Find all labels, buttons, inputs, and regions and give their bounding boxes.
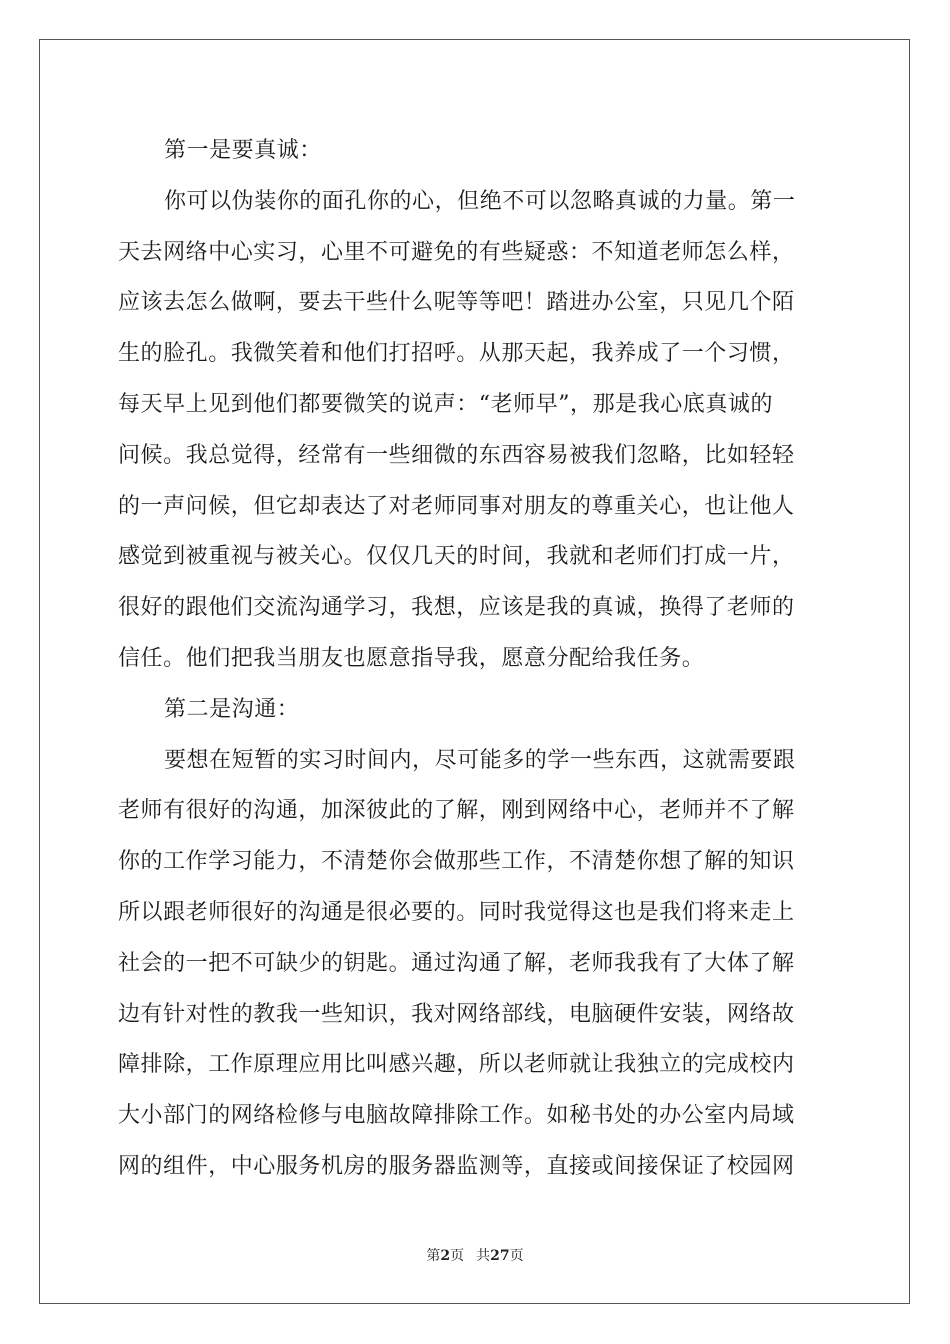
text-line: 老师有很好的沟通，加深彼此的了解，刚到网络中心，老师并不了解	[118, 798, 795, 824]
text-line: 你可以伪装你的面孔你的心，但绝不可以忽略真诚的力量。第一	[164, 188, 796, 214]
text-line: 边有针对性的教我一些知识，我对网络部线，电脑硬件安装，网络故	[118, 1001, 795, 1027]
text-line: 要想在短暂的实习时间内，尽可能多的学一些东西，这就需要跟	[164, 747, 796, 773]
text-line: 网的组件，中心服务机房的服务器监测等，直接或间接保证了校园网	[118, 1153, 795, 1179]
text-line: 信任。他们把我当朋友也愿意指导我，愿意分配给我任务。	[118, 645, 705, 671]
total-pages: 27	[490, 1248, 510, 1264]
text-line: 社会的一把不可缺少的钥匙。通过沟通了解，老师我我有了大体了解	[118, 950, 795, 976]
total-prefix: 共	[476, 1248, 491, 1264]
page-suffix: 页	[450, 1248, 465, 1264]
text-line: 障排除，工作原理应用比叫感兴趣，所以老师就让我独立的完成校内	[118, 1052, 795, 1078]
page-number: 2	[440, 1248, 451, 1264]
document-body	[118, 126, 838, 1193]
text-line: 你的工作学习能力，不清楚你会做那些工作，不清楚你想了解的知识	[118, 849, 795, 875]
text-line: 大小部门的网络检修与电脑故障排除工作。如秘书处的办公室内局域	[118, 1103, 795, 1129]
text-line: 第二是沟通：	[164, 696, 300, 722]
text-line: 所以跟老师很好的沟通是很必要的。同时我觉得这也是我们将来走上	[118, 899, 795, 925]
text-line: 天去网络中心实习，心里不可避免的有些疑惑：不知道老师怎么样，	[118, 239, 795, 265]
text-line: 很好的跟他们交流沟通学习，我想，应该是我的真诚，换得了老师的	[118, 595, 795, 621]
text-line: 感觉到被重视与被关心。仅仅几天的时间，我就和老师们打成一片，	[118, 544, 795, 570]
text-line: 应该去怎么做啊，要去干些什么呢等等吧！踏进办公室，只见几个陌	[118, 290, 795, 316]
page-footer	[0, 1245, 950, 1265]
text-line: 问候。我总觉得，经常有一些细微的东西容易被我们忽略，比如轻轻	[118, 442, 795, 468]
text-line: 的一声问候，但它却表达了对老师同事对朋友的尊重关心，也让他人	[118, 493, 795, 519]
total-suffix: 页	[509, 1248, 524, 1264]
page-prefix: 第	[426, 1248, 441, 1264]
text-line: 生的脸孔。我微笑着和他们打招呼。从那天起，我养成了一个习惯，	[118, 341, 795, 367]
text-line: 每天早上见到他们都要微笑的说声：“老师早”，那是我心底真诚的	[118, 391, 773, 417]
text-line: 第一是要真诚：	[164, 138, 322, 163]
